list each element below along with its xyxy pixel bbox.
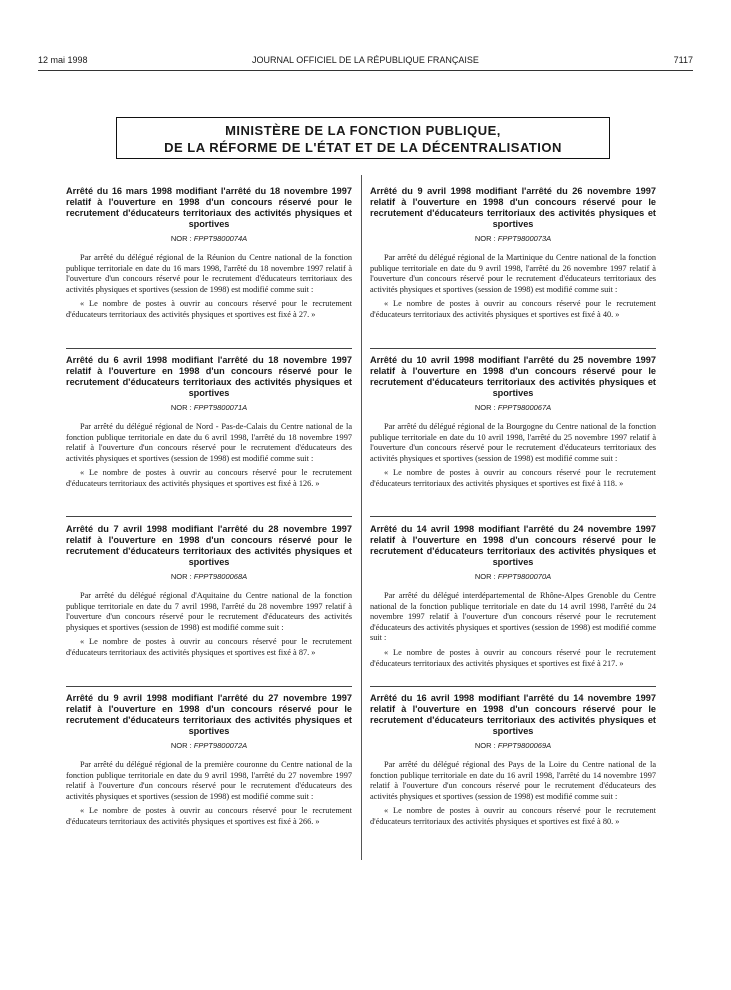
article-6 bbox=[370, 355, 656, 494]
article-body: Par arrêté du délégué régional de la Martinique du Centre national de la fonction publique territoriale en date du 9 avril 1998, l'arrêté du 26 novembre 1997 relatif à l'ouverture d'un concours réservé pour le recrutement d'éducateurs territoriaux des activités physiques et sportives (session de 1998) est modifié comme suit : bbox=[370, 253, 656, 294]
nor-reference bbox=[370, 572, 656, 581]
page-number: 7117 bbox=[673, 55, 693, 65]
ministry-box bbox=[116, 117, 610, 159]
article-title: Arrêté du 10 avril 1998 modifiant l'arrêté du 25 novembre 1997 relatif à l'ouverture en 1998 d'un concours réservé pour le recrutement d'éducateurs territoriaux des activités physiques et sportives bbox=[370, 355, 656, 398]
article-quote: « Le nombre de postes à ouvrir au concours réservé pour le recrutement d'éducateurs territoriaux des activités physiques et sportives est fixé à 80. » bbox=[370, 806, 656, 826]
article-title: Arrêté du 16 mars 1998 modifiant l'arrêté du 18 novembre 1997 relatif à l'ouverture en 1998 d'un concours réservé pour le recrutement d'éducateurs territoriaux des activités physiques et sportives bbox=[66, 186, 352, 229]
article-body: Par arrêté du délégué régional de la Réunion du Centre national de la fonction publique territoriale en date du 16 mars 1998, l'arrêté du 18 novembre 1997 relatif à l'ouverture d'un concours réservé pour le recrutement d'éducateurs territoriaux des activités physiques et sportives (session de 1998) est modifié comme suit : bbox=[66, 253, 352, 294]
article-quote: « Le nombre de postes à ouvrir au concours réservé pour le recrutement d'éducateurs territoriaux des activités physiques et sportives est fixé à 118. » bbox=[370, 468, 656, 488]
nor-reference bbox=[370, 403, 656, 412]
nor-label: NOR : bbox=[474, 572, 496, 581]
nor-code: FPPT9800071A bbox=[193, 403, 248, 412]
article-body: Par arrêté du délégué régional de Nord - Pas-de-Calais du Centre national de la fonction publique territoriale en date du 6 avril 1998, l'arrêté du 18 novembre 1997 relatif à l'ouverture d'un concours réservé pour le recrutement d'éducateurs des activités physiques et sportives (session de 1998) est modifié comme suit : bbox=[66, 422, 352, 463]
article-quote: « Le nombre de postes à ouvrir au concours réservé pour le recrutement d'éducateurs territoriaux des activités physiques et sportives est fixé à 217. » bbox=[370, 647, 656, 668]
article-separator bbox=[66, 516, 352, 517]
article-body: Par arrêté du délégué régional d'Aquitaine du Centre national de la fonction publique territoriale en date du 7 avril 1998, l'arrêté du 28 novembre 1997 relatif à l'ouverture d'un concours réservé pour le recrutement d'éducateurs des activités physiques et sportives (session de 1998) est modifié comme suit : bbox=[66, 591, 352, 632]
article-quote: « Le nombre de postes à ouvrir au concours réservé pour le recrutement d'éducateurs territoriaux des activités physiques et sportives est fixé à 87. » bbox=[66, 637, 352, 657]
article-7 bbox=[370, 524, 656, 673]
article-5 bbox=[370, 186, 656, 325]
article-separator bbox=[370, 348, 656, 349]
nor-reference bbox=[66, 572, 352, 581]
article-body: Par arrêté du délégué régional des Pays de la Loire du Centre national de la fonction publique territoriale en date du 16 avril 1998, l'arrêté du 14 novembre 1997 relatif à l'ouverture d'un concours réservé pour le recrutement d'éducateurs des activités physiques et sportives (session de 1998) est modifié comme suit : bbox=[370, 760, 656, 801]
nor-label: NOR : bbox=[170, 234, 192, 243]
article-3 bbox=[66, 524, 352, 663]
column-divider bbox=[361, 175, 362, 860]
article-8 bbox=[370, 693, 656, 832]
article-separator bbox=[66, 348, 352, 349]
article-title: Arrêté du 7 avril 1998 modifiant l'arrêté du 28 novembre 1997 relatif à l'ouverture en 1998 d'un concours réservé pour le recrutement d'éducateurs territoriaux des activités physiques et sportives bbox=[66, 524, 352, 567]
nor-reference bbox=[66, 741, 352, 750]
article-4 bbox=[66, 693, 352, 832]
nor-label: NOR : bbox=[170, 741, 192, 750]
article-separator bbox=[370, 516, 656, 517]
nor-code: FPPT9800074A bbox=[193, 234, 248, 243]
nor-code: FPPT9800070A bbox=[497, 572, 552, 581]
article-quote: « Le nombre de postes à ouvrir au concours réservé pour le recrutement d'éducateurs territoriaux des activités physiques et sportives est fixé à 126. » bbox=[66, 468, 352, 488]
nor-label: NOR : bbox=[170, 572, 192, 581]
ministry-line-2: DE LA RÉFORME DE L'ÉTAT ET DE LA DÉCENTRALISATION bbox=[164, 140, 562, 155]
article-quote: « Le nombre de postes à ouvrir au concours réservé pour le recrutement d'éducateurs territoriaux des activités physiques et sportives est fixé à 266. » bbox=[66, 806, 352, 826]
article-quote: « Le nombre de postes à ouvrir au concours réservé pour le recrutement d'éducateurs territoriaux des activités physiques et sportives est fixé à 40. » bbox=[370, 299, 656, 319]
article-2 bbox=[66, 355, 352, 494]
nor-label: NOR : bbox=[474, 234, 496, 243]
article-body: Par arrêté du délégué régional de la Bourgogne du Centre national de la fonction publique territoriale en date du 10 avril 1998, l'arrêté du 25 novembre 1997 relatif à l'ouverture d'un concours réservé pour le recrutement d'éducateurs territoriaux des activités physiques et sportives (session de 1998) est modifié comme suit : bbox=[370, 422, 656, 463]
article-body: Par arrêté du délégué régional de la première couronne du Centre national de la fonction publique territoriale en date du 9 avril 1998, l'arrêté du 27 novembre 1997 relatif à l'ouverture d'un concours réservé pour le recrutement d'éducateurs des activités physiques et sportives (session de 1998) est modifié comme suit : bbox=[66, 760, 352, 801]
article-title: Arrêté du 16 avril 1998 modifiant l'arrêté du 14 novembre 1997 relatif à l'ouverture en 1998 d'un concours réservé pour le recrutement d'éducateurs territoriaux des activités physiques et sportives bbox=[370, 693, 656, 736]
issue-date: 12 mai 1998 bbox=[38, 55, 88, 65]
article-1 bbox=[66, 186, 352, 325]
header-rule bbox=[38, 70, 693, 71]
nor-label: NOR : bbox=[170, 403, 192, 412]
nor-label: NOR : bbox=[474, 403, 496, 412]
article-title: Arrêté du 6 avril 1998 modifiant l'arrêté du 18 novembre 1997 relatif à l'ouverture en 1998 d'un concours réservé pour le recrutement d'éducateurs territoriaux des activités physiques et sportives bbox=[66, 355, 352, 398]
nor-reference bbox=[66, 403, 352, 412]
article-title: Arrêté du 9 avril 1998 modifiant l'arrêté du 27 novembre 1997 relatif à l'ouverture en 1998 d'un concours réservé pour le recrutement d'éducateurs territoriaux des activités physiques et sportives bbox=[66, 693, 352, 736]
article-body: Par arrêté du délégué interdépartemental de Rhône-Alpes Grenoble du Centre national de la fonction publique territoriale en date du 14 avril 1998, l'arrêté du 24 novembre 1997 relatif à l'ouverture d'un concours réservé pour le recrutement d'éducateurs des activités physiques et sportives (session de 1998) est modifié comme suit : bbox=[370, 591, 656, 643]
nor-code: FPPT9800067A bbox=[497, 403, 552, 412]
nor-code: FPPT9800072A bbox=[193, 741, 248, 750]
nor-reference bbox=[370, 234, 656, 243]
nor-code: FPPT9800073A bbox=[497, 234, 552, 243]
journal-title: JOURNAL OFFICIEL DE LA RÉPUBLIQUE FRANÇAISE bbox=[252, 55, 479, 65]
nor-label: NOR : bbox=[474, 741, 496, 750]
article-title: Arrêté du 9 avril 1998 modifiant l'arrêté du 26 novembre 1997 relatif à l'ouverture en 1998 d'un concours réservé pour le recrutement d'éducateurs territoriaux des activités physiques et sportives bbox=[370, 186, 656, 229]
ministry-line-1: MINISTÈRE DE LA FONCTION PUBLIQUE, bbox=[225, 123, 501, 138]
page-header bbox=[38, 55, 693, 69]
article-separator bbox=[370, 686, 656, 687]
article-quote: « Le nombre de postes à ouvrir au concours réservé pour le recrutement d'éducateurs territoriaux des activités physiques et sportives est fixé à 27. » bbox=[66, 299, 352, 319]
nor-code: FPPT9800068A bbox=[193, 572, 248, 581]
article-title: Arrêté du 14 avril 1998 modifiant l'arrêté du 24 novembre 1997 relatif à l'ouverture en 1998 d'un concours réservé pour le recrutement d'éducateurs territoriaux des activités physiques et sportives bbox=[370, 524, 656, 567]
nor-reference bbox=[370, 741, 656, 750]
nor-reference bbox=[66, 234, 352, 243]
article-separator bbox=[66, 686, 352, 687]
nor-code: FPPT9800069A bbox=[497, 741, 552, 750]
